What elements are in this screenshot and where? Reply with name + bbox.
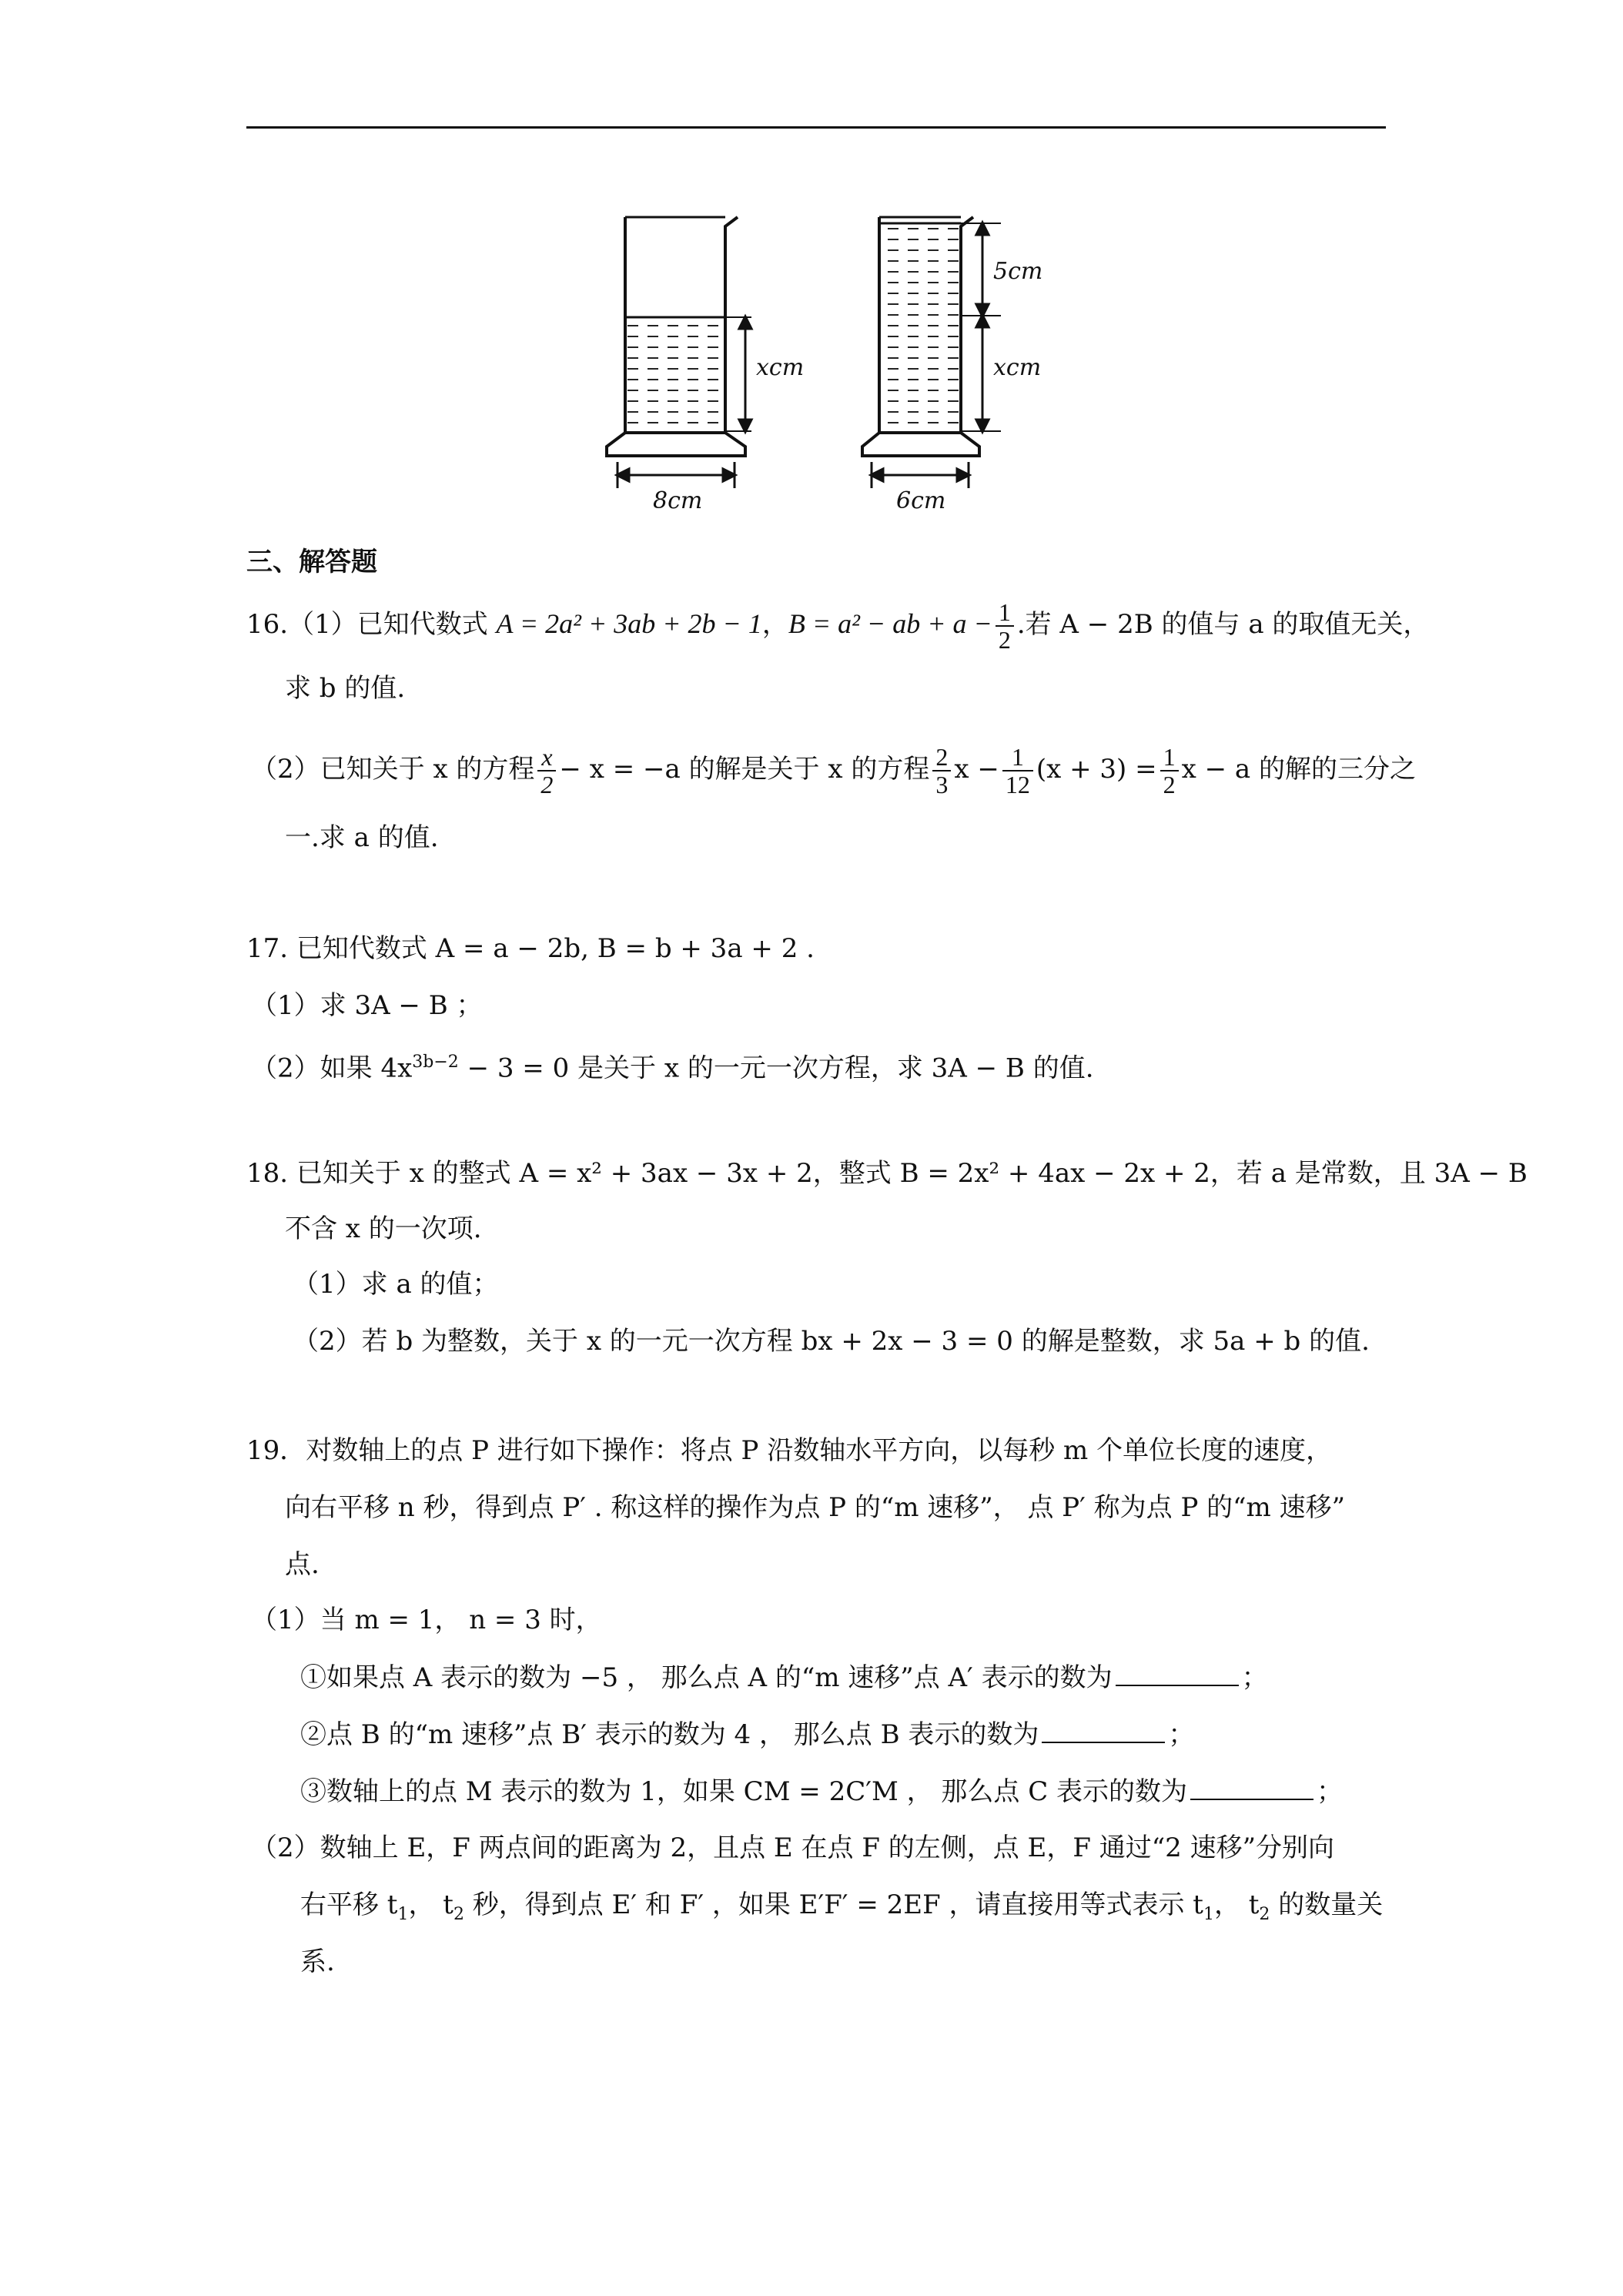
q19-line5-pre: ①如果点 A 表示的数为 −5 ， 那么点 A 的“m 速移”点 A′ 表示的数为 [300, 1662, 1113, 1693]
q16-line2: 求 b 的值. [285, 673, 406, 704]
subscript: 2 [1259, 1904, 1270, 1924]
answer-blank-2[interactable] [1042, 1715, 1165, 1743]
q16-line1 [246, 599, 1429, 653]
q16-frac-1-12 [1002, 744, 1033, 798]
q16-line4: 一.求 a 的值. [285, 822, 439, 853]
q17-line2: （1）求 3A − B ； [251, 990, 483, 1021]
q16-expr-a: A = 2a² + 3ab + 2b − 1 [496, 608, 762, 639]
q18-line3: （1）求 a 的值； [293, 1269, 499, 1300]
q16-comma: ， [761, 609, 788, 640]
q16-p2-mid1: − x = −a 的解是关于 x 的方程 [559, 754, 930, 785]
q16-p1-intro: （1）已知代数式 [288, 609, 488, 640]
subscript: 1 [1203, 1904, 1214, 1924]
q18-line2: 不含 x 的一次项. [285, 1213, 482, 1244]
q16-frac-1-2 [1160, 744, 1179, 798]
section-title: 三、解答题 [246, 547, 377, 577]
q16-p2-intro: （2）已知关于 x 的方程 [251, 754, 535, 785]
cylinders-figure [585, 202, 1047, 525]
fraction-denominator: 2 [540, 771, 554, 798]
q16-half-fraction [996, 599, 1014, 653]
fraction-numerator: 1 [996, 599, 1014, 627]
right-top-label: 5cm [993, 258, 1043, 285]
fraction-numerator: 1 [1160, 744, 1179, 771]
q17-line1: 17. 已知代数式 A = a − 2b, B = b + 3a + 2 . [246, 933, 815, 964]
q17-exponent: 3b−2 [412, 1053, 459, 1072]
q19-line9-pre: 右平移 t [300, 1889, 398, 1920]
q16-p2-tail: x − a 的解的三分之 [1181, 754, 1416, 785]
q19-line9-mid3: ， t [1213, 1889, 1260, 1920]
q19-line7-pre: ③数轴上的点 M 表示的数为 1，如果 CM = 2C′M ， 那么点 C 表示的数为 [300, 1776, 1188, 1807]
q19-line9 [300, 1886, 1383, 1933]
q19-line2: 向右平移 n 秒，得到点 P′ . 称这样的操作为点 P 的“m 速移”， 点 P′ 称为点 P 的“m 速移” [285, 1492, 1345, 1523]
fraction-numerator: x [537, 744, 556, 771]
left-cylinder [607, 217, 804, 514]
right-height-label: xcm [993, 354, 1042, 381]
fraction-numerator: 1 [1002, 744, 1033, 771]
q16-p2-mid2: x − [954, 754, 999, 785]
header-rule [246, 126, 1386, 129]
answer-blank-3[interactable] [1190, 1772, 1313, 1800]
q19-line6-pre: ②点 B 的“m 速移”点 B′ 表示的数为 4 ， 那么点 B 表示的数为 [300, 1719, 1039, 1750]
q19-line7-post: ； [1317, 1776, 1344, 1807]
left-width-label: 8cm [653, 487, 703, 514]
q17-line3-pre: （2）如果 4x [251, 1053, 413, 1084]
fraction-denominator: 2 [998, 626, 1011, 654]
q18-line1: 18. 已知关于 x 的整式 A = x² + 3ax − 3x + 2，整式 B = 2x² + 4ax − 2x + 2，若 a 是常数，且 3A − B [246, 1158, 1528, 1189]
q19-line9-post: 的数量关 [1270, 1889, 1384, 1920]
q19-line7 [300, 1772, 1343, 1810]
q16-p2-mid3: (x + 3) = [1036, 754, 1157, 785]
q17-line3-post: − 3 = 0 是关于 x 的一元一次方程，求 3A − B 的值. [458, 1053, 1094, 1084]
q19-line3: 点. [285, 1549, 320, 1580]
q19-line6-post: ； [1168, 1719, 1195, 1750]
q16-frac-2-3 [932, 744, 951, 798]
q19-line4: （1）当 m = 1， n = 3 时， [251, 1605, 602, 1635]
q19-line10: 系. [300, 1946, 335, 1977]
subscript: 2 [453, 1904, 464, 1924]
fraction-denominator: 12 [1005, 771, 1030, 798]
q19-line6 [300, 1715, 1194, 1753]
q19-line1: 19．对数轴上的点 P 进行如下操作：将点 P 沿数轴水平方向，以每秒 m 个单位长度的速度， [246, 1435, 1333, 1466]
cylinders-diagram [585, 202, 1047, 525]
q19-line9-mid2: 秒，得到点 E′ 和 F′ ，如果 E′F′ = 2EF ，请直接用等式表示 t [463, 1889, 1203, 1920]
q16-line3 [251, 744, 1416, 798]
q16-number: 16. [246, 609, 289, 640]
right-cylinder [862, 217, 1042, 514]
answer-blank-1[interactable] [1116, 1658, 1239, 1686]
q18-line4: （2）若 b 为整数，关于 x 的一元一次方程 bx + 2x − 3 = 0 的解是整数，求 5a + b 的值. [293, 1326, 1370, 1357]
q17-line3 [251, 1044, 1094, 1086]
q19-line9-mid: ， t [408, 1889, 453, 1920]
q16-expr-b: B = a² − ab + a − [788, 608, 992, 639]
fraction-numerator: 2 [932, 744, 951, 771]
fraction-denominator: 2 [1163, 771, 1176, 798]
right-width-label: 6cm [896, 487, 946, 514]
q16-frac-x2 [537, 744, 556, 798]
left-height-label: xcm [756, 354, 805, 381]
q19-line8: （2）数轴上 E，F 两点间的距离为 2，且点 E 在点 F 的左侧，点 E，F 通过“2 速移”分别向 [251, 1832, 1334, 1863]
fraction-denominator: 3 [935, 771, 949, 798]
q19-line5 [300, 1658, 1268, 1696]
q19-line5-post: ； [1241, 1662, 1268, 1693]
q16-p1-tail: .若 A − 2B 的值与 a 的取值无关， [1016, 609, 1430, 640]
subscript: 1 [397, 1904, 409, 1924]
